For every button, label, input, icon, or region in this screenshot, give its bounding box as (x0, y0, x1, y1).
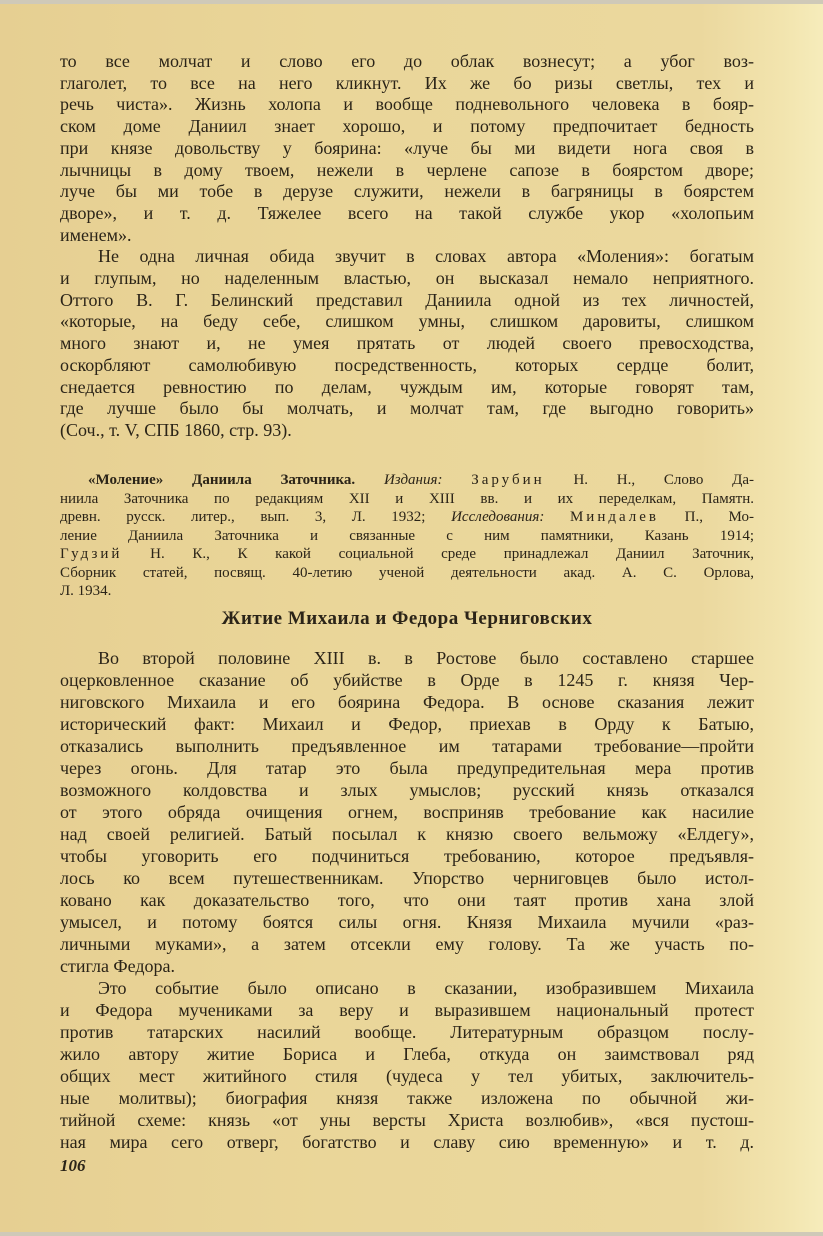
bibliography-line: ниила Заточника по редакциям XII и XIII вв. и их переделкам, Памятн. (60, 490, 754, 507)
text-line: речь чиста». Жизнь холопа и вообще подневольного человека в бояр- (60, 94, 754, 115)
bibliography-line: ление Даниила Заточника и связанные с ним памятники, Казань 1914; (60, 527, 754, 544)
text-line: именем». (60, 224, 132, 245)
text-line: ниговского Михаила и его боярина Федора. В основе сказания лежит (60, 692, 754, 712)
text-line: оскорбляют самолюбивую посредственность, которых сердце болит, (60, 354, 754, 375)
research-label: Исследования: (451, 509, 545, 525)
text-line: лычницы в дому твоем, нежели в черлене сапозе в боярстом дворе; (60, 159, 754, 180)
bibliography-line: Л. 1934. (60, 583, 112, 599)
text-line: луче бы ми тобе в дерузе служити, нежели в багряницы в боярстем (60, 181, 754, 202)
text-line: личными муками», а затем отсекли ему голову. Та же участь по- (60, 934, 754, 954)
section-heading: Житие Михаила и Федора Черниговских (221, 608, 593, 629)
text-line: исторический факт: Михаил и Федор, приехав в Орду к Батыю, (60, 714, 754, 734)
text-line: ная мира сего отверг, богатство и славу сию временную» и т. д. (60, 1132, 754, 1152)
bibliography-text: Н. К., К какой социальной среде принадлежал Даниил Заточник, (150, 546, 754, 562)
bibliography-line: Сборник статей, посвящ. 40-летию ученой деятельности акад. А. С. Орлова, (60, 564, 754, 581)
body-text-bottom (60, 647, 754, 1153)
text-line: против татарских насилий вообще. Литературным образцом послу- (60, 1022, 754, 1042)
text-line: от этого обряда очищения огнем, восприняв требование как насилие (60, 802, 754, 822)
bibliography-line (60, 545, 754, 564)
text-line: Не одна личная обида звучит в словах автора «Моления»: богатым (98, 246, 754, 267)
text-line: умысел, и потому боятся силы огня. Князя Михаила мучили «раз- (60, 912, 754, 932)
text-line: ковано как доказательство того, что они таят против хана злой (60, 890, 754, 910)
text-line: тийной схеме: князь «от уны версты Христа возлюбив», «вся пустош- (60, 1110, 754, 1130)
text-line: стигла Федора. (60, 956, 176, 976)
text-line: общих мест житийного стиля (чудеса у тел убитых, заключитель- (60, 1066, 754, 1086)
text-line: и Федора мучениками за веру и выразившем национальный протест (60, 1000, 754, 1020)
text-line: и глупым, но наделенным властью, он высказал немало неприятного. (60, 268, 754, 289)
editions-label: Издания: (383, 472, 443, 488)
text-line: ском доме Даниил знает хорошо, и потому предпочитает бедность (60, 116, 754, 137)
text-line: через огонь. Для татар это была предупредительная мера против (60, 758, 754, 778)
body-text-top (60, 51, 754, 442)
author-name: Гудзий (60, 546, 123, 562)
paragraph-history (60, 647, 754, 977)
author-name: Зарубин (471, 472, 545, 488)
text-line: лось ко всем путешественникам. Упорство черниговцев было истол- (60, 868, 754, 888)
text-line: возможного колдовства и злых умыслов; русский князь отказался (60, 780, 754, 800)
text-line: «которые, на беду себе, слишком умны, слишком даровиты, слишком (60, 311, 754, 332)
paragraph-continued (60, 51, 754, 246)
text-line: над своей религией. Батый посылал к князю своего вельможу «Елдегу», (60, 824, 754, 844)
text-line: отказались выполнить предъявленное им татарами требование—пройти (60, 736, 754, 756)
paragraph-belinsky (60, 246, 754, 441)
page-number: 106 (60, 1156, 86, 1175)
bibliography-text: Н. Н., Слово Да- (573, 472, 754, 488)
author-name: Миндалев (569, 509, 659, 525)
bibliography (60, 471, 754, 601)
text-line: оцерковленное сказание об убийстве в Орде в 1245 г. князя Чер- (60, 670, 754, 690)
text-line: Это событие было описано в сказании, изобразившем Михаила (98, 978, 754, 998)
bibliography-text: П., Мо- (684, 509, 755, 525)
text-line: то все молчат и слово его до облак вознесут; а убог воз- (60, 51, 754, 71)
text-line: при князе довольству у боярина: «луче бы ми видети нога своя в (60, 137, 754, 158)
text-line: ные молитвы); биография князя также изложена по обычной жи- (60, 1088, 754, 1108)
bibliography-text: древн. русск. литер., вып. 3, Л. 1932; (60, 509, 426, 525)
text-line: чтобы уговорить его подчиниться требованию, которое предъявля- (60, 846, 754, 866)
scan-edge-bottom (0, 1232, 823, 1236)
text-line: жило автору житие Бориса и Глеба, откуда он заимствовал ряд (60, 1044, 754, 1064)
text-line: Оттого В. Г. Белинский представил Даниила одной из тех личностей, (60, 289, 754, 310)
bibliography-title: «Моление» Даниила Заточника. (88, 472, 356, 488)
text-line: много знают и, не умея прятать от людей своего превосходства, (60, 333, 754, 354)
text-line: где лучше было бы молчать, и молчат там, где выгодно говорить» (60, 398, 754, 419)
text-line: (Соч., т. V, СПБ 1860, стр. 93). (60, 419, 292, 440)
text-line: снедается ревностию по делам, чуждым им, которые говорят там, (60, 376, 754, 397)
text-line: дворе», и т. д. Тяжелее всего на такой службе укор «холопьим (60, 202, 754, 223)
bibliography-line (60, 508, 754, 527)
paragraph-legend (60, 977, 754, 1153)
bibliography-line (60, 471, 754, 490)
text-line: Во второй половине XIII в. в Ростове было составлено старшее (98, 648, 754, 668)
scan-edge-top (0, 0, 823, 4)
text-line: глаголет, то все на него кликнут. Их же бо ризы светлы, тех и (60, 72, 754, 93)
